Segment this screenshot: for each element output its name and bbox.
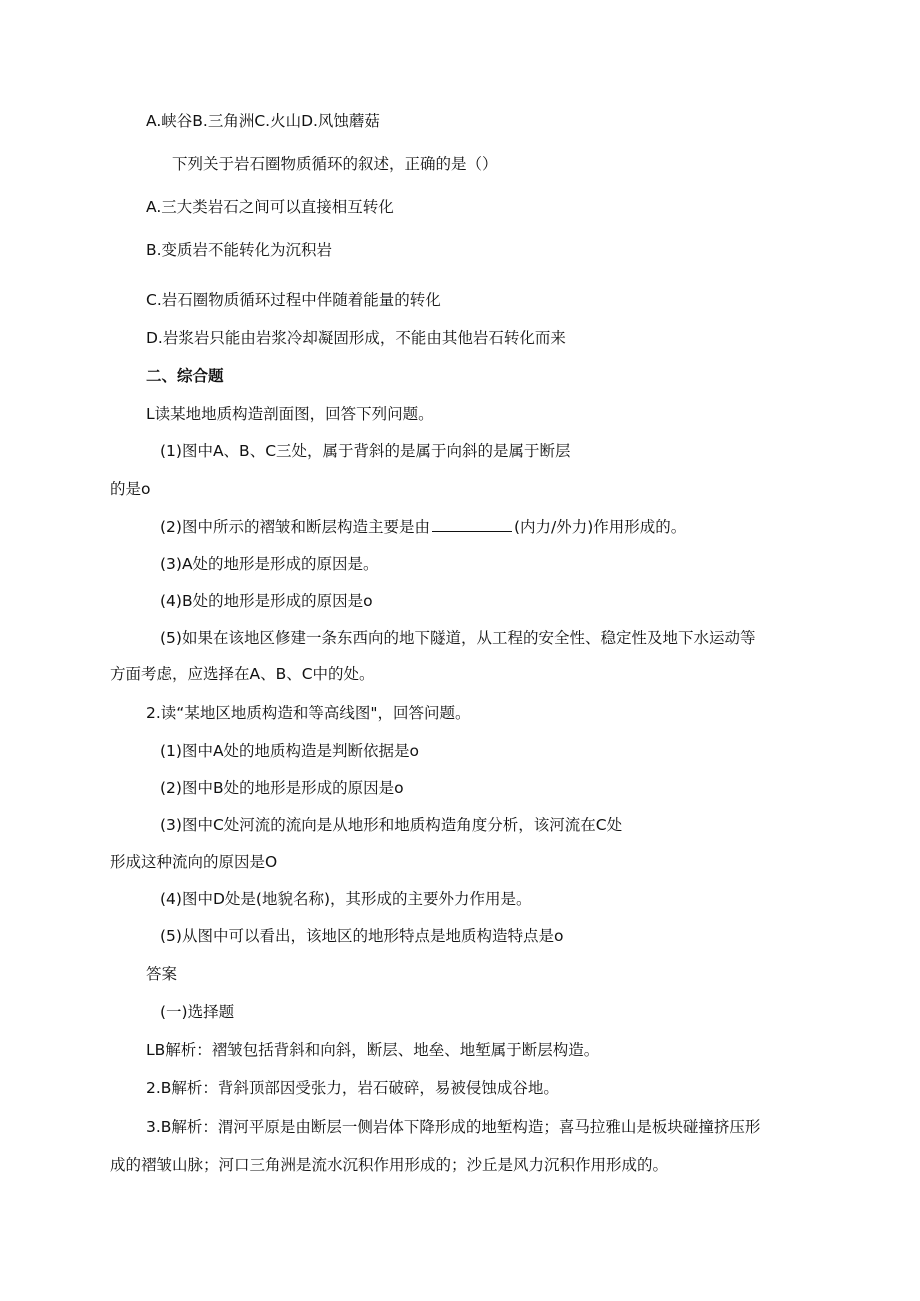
answer-title: 答案 (146, 965, 178, 983)
q1-part1-b: 的是o (110, 480, 151, 498)
q1-part5-b: 方面考虑，应选择在A、B、C中的处。 (110, 665, 375, 683)
option-c: C.岩石圈物质循环过程中伴随着能量的转化 (146, 291, 441, 309)
q2-part4: (4)图中D处是(地貌名称)，其形成的主要外力作用是。 (160, 890, 532, 908)
answer-3-a: 3.B解析：渭河平原是由断层一侧岩体下降形成的地堑构造；喜马拉雅山是板块碰撞挤压形 (146, 1118, 761, 1136)
q2-part3-a: (3)图中C处河流的流向是从地形和地质构造角度分析，该河流在C处 (160, 816, 623, 834)
option-b: B.变质岩不能转化为沉积岩 (146, 241, 333, 259)
section-heading: 二、综合题 (146, 367, 224, 385)
answer-2: 2.B解析：背斜顶部因受张力，岩石破碎，易被侵蚀成谷地。 (146, 1079, 559, 1097)
q1-part3: (3)A处的地形是形成的原因是。 (160, 555, 379, 573)
answer-1: LB解析：褶皱包括背斜和向斜，断层、地垒、地堑属于断层构造。 (146, 1041, 600, 1059)
q1-part2-pre: (2)图中所示的褶皱和断层构造主要是由 (160, 518, 430, 536)
q1-part1-a: (1)图中A、B、C三处，属于背斜的是属于向斜的是属于断层 (160, 442, 571, 460)
option-a: A.三大类岩石之间可以直接相互转化 (146, 198, 394, 216)
question-stem: 下列关于岩石圈物质循环的叙述，正确的是（） (172, 155, 498, 173)
q1-stem: L读某地地质构造剖面图，回答下列问题。 (146, 405, 434, 423)
q1-part2 (160, 517, 686, 537)
option-d: D.岩浆岩只能由岩浆冷却凝固形成，不能由其他岩石转化而来 (146, 329, 566, 347)
q2-part2: (2)图中B处的地形是形成的原因是o (160, 779, 404, 797)
answer-subtitle: (一)选择题 (160, 1003, 235, 1021)
option-line-1: A.峡谷B.三角洲C.火山D.风蚀蘑菇 (146, 112, 380, 130)
q2-stem: 2.读“某地区地质构造和等高线图"，回答问题。 (146, 704, 471, 722)
answer-blank[interactable] (432, 517, 512, 532)
q1-part4: (4)B处的地形是形成的原因是o (160, 592, 373, 610)
q2-part5: (5)从图中可以看出，该地区的地形特点是地质构造特点是o (160, 927, 564, 945)
q2-part1: (1)图中A处的地质构造是判断依据是o (160, 742, 420, 760)
q1-part2-post: (内力/外力)作用形成的。 (513, 518, 687, 536)
answer-3-b: 成的褶皱山脉；河口三角洲是流水沉积作用形成的；沙丘是风力沉积作用形成的。 (110, 1156, 669, 1174)
q2-part3-b: 形成这种流向的原因是O (110, 853, 278, 871)
q1-part5-a: (5)如果在该地区修建一条东西向的地下隧道，从工程的安全性、稳定性及地下水运动等 (160, 629, 756, 647)
